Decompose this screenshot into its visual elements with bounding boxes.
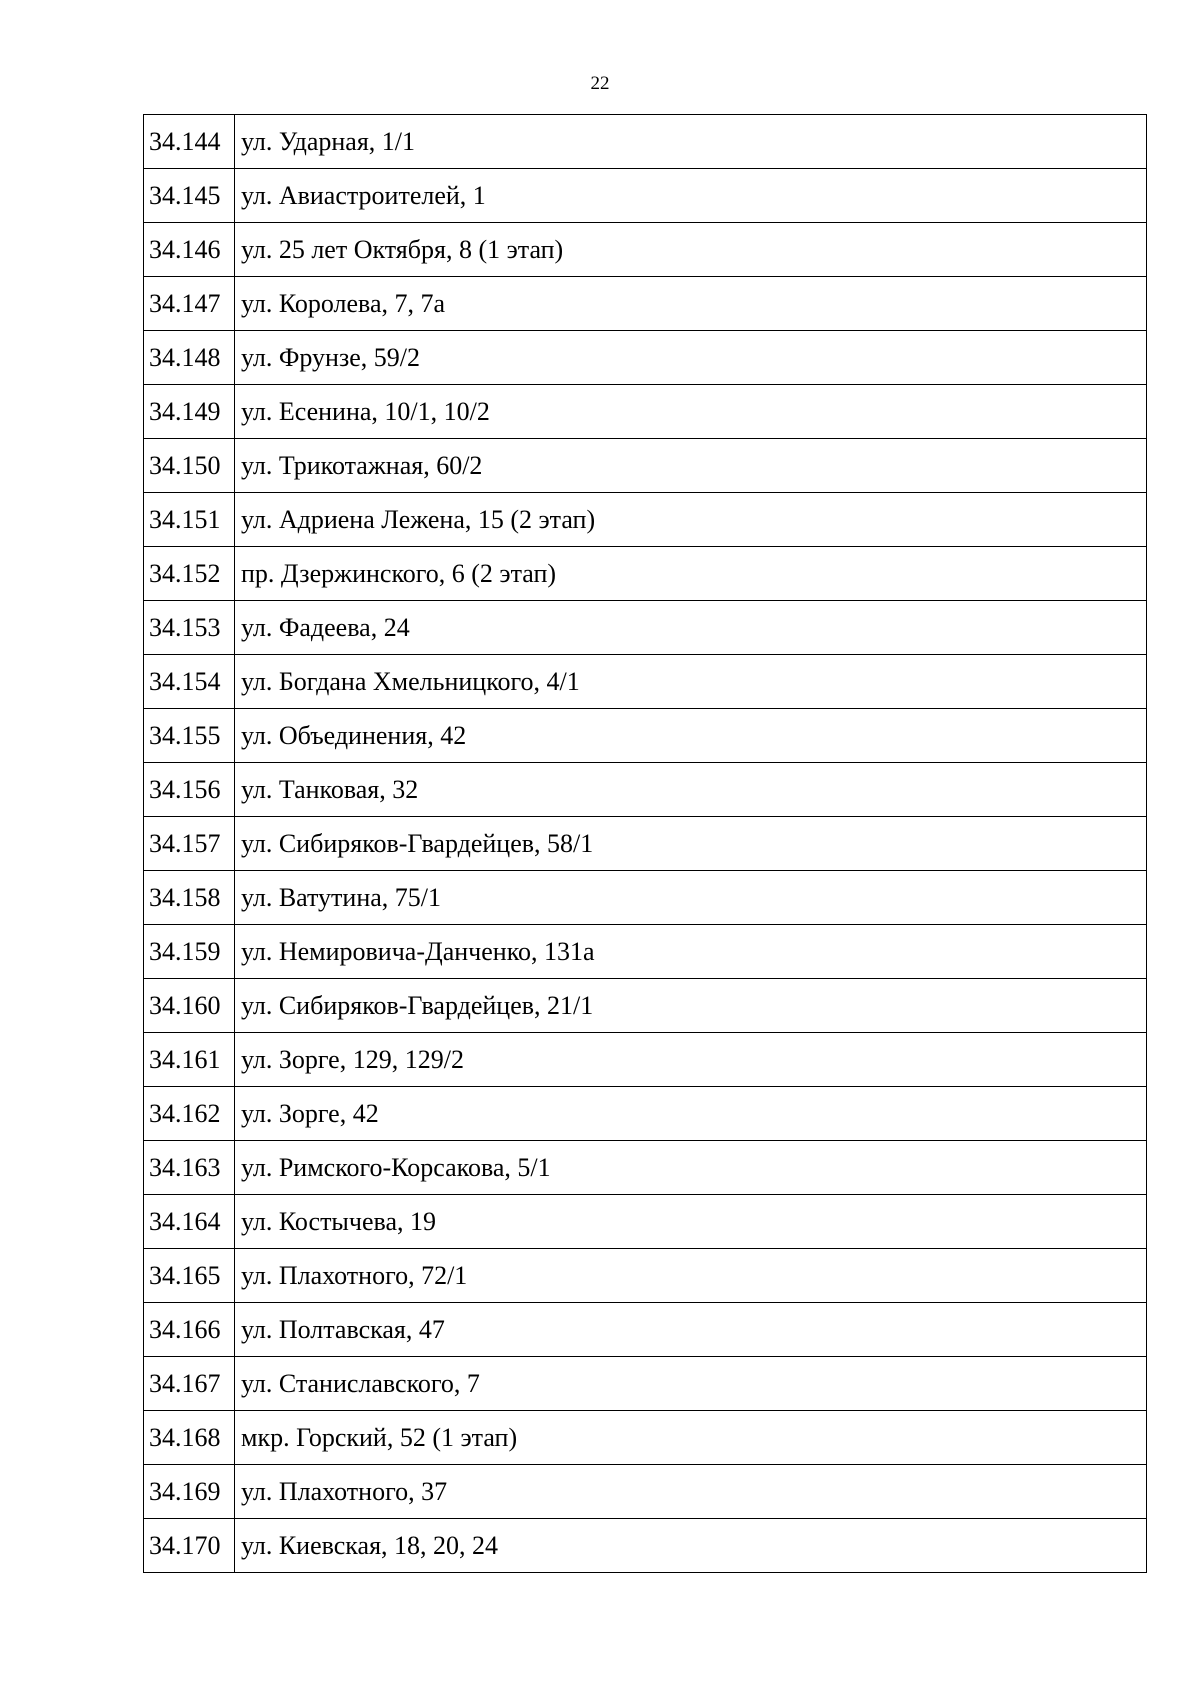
address-cell: ул. Богдана Хмельницкого, 4/1 [235, 655, 1147, 709]
address-cell: ул. Сибиряков-Гвардейцев, 58/1 [235, 817, 1147, 871]
address-cell: ул. Ударная, 1/1 [235, 115, 1147, 169]
address-cell: ул. Королева, 7, 7а [235, 277, 1147, 331]
table-row [144, 1087, 1147, 1141]
address-cell: ул. Полтавская, 47 [235, 1303, 1147, 1357]
address-table-body [144, 115, 1147, 1573]
item-number-cell: 34.163 [144, 1141, 235, 1195]
address-cell: ул. Киевская, 18, 20, 24 [235, 1519, 1147, 1573]
item-number-cell: 34.146 [144, 223, 235, 277]
address-cell: мкр. Горский, 52 (1 этап) [235, 1411, 1147, 1465]
item-number-cell: 34.150 [144, 439, 235, 493]
item-number-cell: 34.158 [144, 871, 235, 925]
table-row [144, 1195, 1147, 1249]
table-row [144, 709, 1147, 763]
item-number-cell: 34.149 [144, 385, 235, 439]
address-cell: ул. Трикотажная, 60/2 [235, 439, 1147, 493]
table-row [144, 169, 1147, 223]
item-number-cell: 34.162 [144, 1087, 235, 1141]
table-row [144, 1303, 1147, 1357]
item-number-cell: 34.152 [144, 547, 235, 601]
item-number-cell: 34.147 [144, 277, 235, 331]
address-table [143, 114, 1147, 1573]
item-number-cell: 34.144 [144, 115, 235, 169]
address-cell: ул. Зорге, 129, 129/2 [235, 1033, 1147, 1087]
address-cell: ул. Фрунзе, 59/2 [235, 331, 1147, 385]
item-number-cell: 34.161 [144, 1033, 235, 1087]
item-number-cell: 34.155 [144, 709, 235, 763]
item-number-cell: 34.166 [144, 1303, 235, 1357]
table-row [144, 547, 1147, 601]
item-number-cell: 34.154 [144, 655, 235, 709]
address-cell: ул. Сибиряков-Гвардейцев, 21/1 [235, 979, 1147, 1033]
item-number-cell: 34.153 [144, 601, 235, 655]
item-number-cell: 34.164 [144, 1195, 235, 1249]
address-cell: ул. Костычева, 19 [235, 1195, 1147, 1249]
item-number-cell: 34.157 [144, 817, 235, 871]
table-row [144, 1519, 1147, 1573]
table-row [144, 277, 1147, 331]
address-cell: ул. Зорге, 42 [235, 1087, 1147, 1141]
address-cell: ул. Станиславского, 7 [235, 1357, 1147, 1411]
table-row [144, 385, 1147, 439]
item-number-cell: 34.151 [144, 493, 235, 547]
table-row [144, 817, 1147, 871]
address-cell: ул. 25 лет Октября, 8 (1 этап) [235, 223, 1147, 277]
table-row [144, 1411, 1147, 1465]
table-row [144, 763, 1147, 817]
address-cell: ул. Есенина, 10/1, 10/2 [235, 385, 1147, 439]
table-row [144, 1141, 1147, 1195]
address-cell: ул. Плахотного, 72/1 [235, 1249, 1147, 1303]
table-row [144, 871, 1147, 925]
table-row [144, 601, 1147, 655]
item-number-cell: 34.145 [144, 169, 235, 223]
address-cell: ул. Фадеева, 24 [235, 601, 1147, 655]
item-number-cell: 34.165 [144, 1249, 235, 1303]
table-row [144, 115, 1147, 169]
table-row [144, 439, 1147, 493]
item-number-cell: 34.156 [144, 763, 235, 817]
address-cell: ул. Ватутина, 75/1 [235, 871, 1147, 925]
address-cell: ул. Плахотного, 37 [235, 1465, 1147, 1519]
page-number: 22 [590, 73, 610, 94]
item-number-cell: 34.160 [144, 979, 235, 1033]
table-row [144, 493, 1147, 547]
table-row [144, 1249, 1147, 1303]
item-number-cell: 34.148 [144, 331, 235, 385]
item-number-cell: 34.167 [144, 1357, 235, 1411]
table-row [144, 1465, 1147, 1519]
table-row [144, 223, 1147, 277]
item-number-cell: 34.168 [144, 1411, 235, 1465]
item-number-cell: 34.169 [144, 1465, 235, 1519]
address-cell: ул. Объединения, 42 [235, 709, 1147, 763]
table-row [144, 925, 1147, 979]
address-cell: ул. Танковая, 32 [235, 763, 1147, 817]
item-number-cell: 34.159 [144, 925, 235, 979]
address-cell: пр. Дзержинского, 6 (2 этап) [235, 547, 1147, 601]
address-cell: ул. Адриена Лежена, 15 (2 этап) [235, 493, 1147, 547]
address-cell: ул. Немировича-Данченко, 131а [235, 925, 1147, 979]
address-cell: ул. Римского-Корсакова, 5/1 [235, 1141, 1147, 1195]
table-row [144, 331, 1147, 385]
table-row [144, 655, 1147, 709]
table-row [144, 979, 1147, 1033]
item-number-cell: 34.170 [144, 1519, 235, 1573]
table-row [144, 1033, 1147, 1087]
table-row [144, 1357, 1147, 1411]
address-cell: ул. Авиастроителей, 1 [235, 169, 1147, 223]
